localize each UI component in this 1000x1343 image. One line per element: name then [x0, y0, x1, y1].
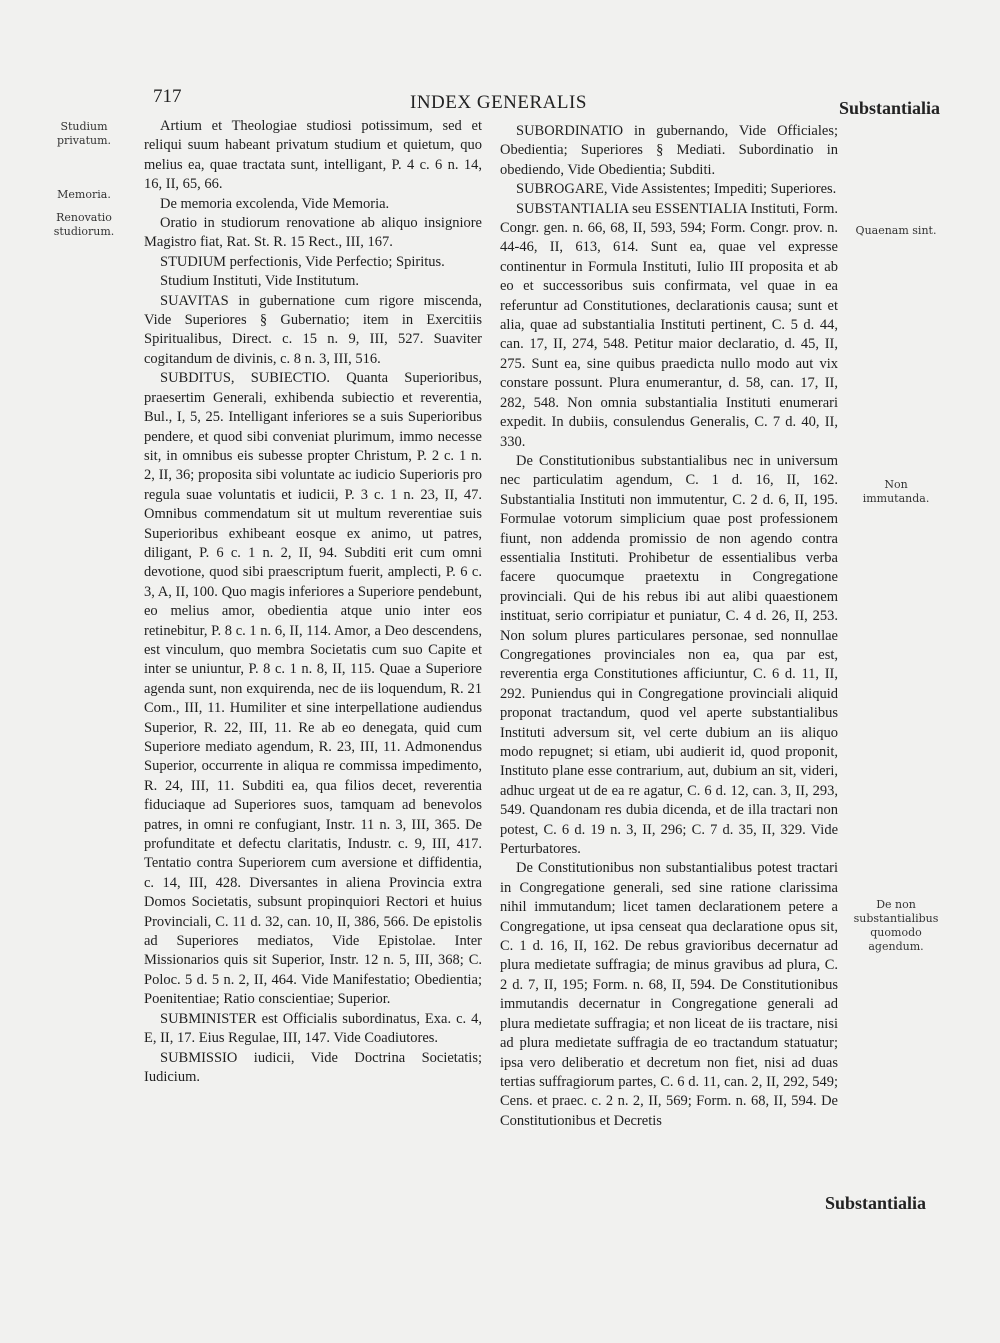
- margin-note-quaenam-sint: Quaenam sint.: [855, 224, 937, 237]
- right-column: [500, 122, 838, 1131]
- entry-paragraph: De Constitutionibus substantialibus nec in universum nec particulatim agendum, C. 1 d. 16, II, 162. Substantialia Instituti non immutentur, C. 2 d. 6, II, 195. Formulae votorum simplicium quae post professionem fiunt, non addenda promissio de non agendo contra essentialia Instituti. Prohibetur de essentialibus verba facere quocumque praetextu in Congregatione provinciali. Qui de his rebus ibi aut alibi quaestionem instituat, serio corripiatur et puniatur, C. 4 d. 26, II, 253. Non solum plures particulares personae, sed nonnullae Congregationes provinciales non ea, qua par est, reverentia erga Constitutiones afficiuntur, C. 6 d. 11, II, 292. Puniendus qui in Congregatione provinciali aliquid proponat tractandum, quod vel aperte substantialibus Instituti adversum sit, vel certe dubium an iis aliquo modo repugnet; si etiam, ubi audierit id, quod proponit, Instituto plane esse contrarium, aut, dubium an sit, videri, adhuc urgeat ut de ea re agatur, C. 6 d. 12, can. 3, II, 293, 549. Quandonam res dubia dicenda, et de illa tractari non potest, C. 6 d. 19 n. 3, II, 296; C. 7 d. 35, II, 329. Vide Perturbatores.: [500, 452, 838, 858]
- entry-paragraph: Artium et Theologiae studiosi potissimum, sed et reliqui suum habeant privatum studium et quietum, quo melius ea, quae tractata sunt, intelligant, P. 4 c. 6 n. 14, 16, II, 65, 66.: [144, 118, 482, 193]
- margin-note-studium-privatum: Studium privatum.: [56, 120, 112, 147]
- margin-note-memoria: Memoria.: [57, 188, 111, 201]
- running-title: INDEX GENERALIS: [410, 92, 587, 113]
- entry-paragraph: SUBDITUS, SUBIECTIO. Quanta Superioribus, praesertim Generali, exhibenda subiectio et reverentia, Bul., I, 5, 25. Intelligant inferiores se a suis Superioribus pendere, et quod sibi conveniat plurimum, immo necesse sit, in omnibus eis subesse propter Christum, P. 2 c. 1 n. 2, II, 36; proposita sibi voluntate ac iudicio Superioris pro regula suae voluntatis et iudicii, P. 3 c. 1 n. 23, II, 47. Omnibus commendatum sit ut multum reverentiae suis Superioribus exhibeant eosque ex animo, ut patres, diligant, P. 6 c. 1 n. 2, II, 94. Subditi erit cum omni devotione, quod sibi praescriptum fuerit, amplecti, P. 6 c. 3, A, II, 100. Quo magis inferiores a Superiore pendebunt, eo melius amor, obedientia atque unio inter eos retinebitur, P. 8 c. 1 n. 6, II, 114. Amor, a Deo descendens, est vinculum, quo membra Societatis cum suo Capite et inter se uniuntur, P. 8 c. 1 n. 8, II, 115. Quae a Superiore agenda sunt, non exquirenda, nec de iis loquendum, R. 21 Com., III, 11. Humiliter et sine interpellatione audiendus Superior, R. 22, III, 11. Re ab eo denegata, quid cum Superiore mediato agendum, R. 23, III, 11. Admonendus Superior, occurrente in aliqua re commissa impedimento, R. 24, III, 11. Subditi ea, qua filios decet, reverentia fiduciaque ad Superiores suos, tamquam ad benevolos patres, in omni re confugiant, Instr. 11 n. 3, III, 365. De profunditate et defectu claritatis, Industr. c. 9, III, 417. Tentatio contra Superiorem cum aversione et diffidentia, c. 14, III, 428. Diversantes in aliena Provincia extra Domos Societatis, subsunt propinquiori Rectori et huius Provinciali, C. 11 d. 32, can. 10, II, 386, 566. De epistolis ad Superiores mediatos, Vide Epistolae. Inter Missionarios quis sit Superior, Instr. 12 n. 5, III, 368; C. Poloc. 5 d. 5 n. 2, II, 464. Vide Manifestatio; Obedientia; Poenitentiae; Ratio conscientiae; Superior.: [144, 370, 482, 1008]
- entry-paragraph: SUBORDINATIO in gubernando, Vide Officiales; Obedientia; Superiores § Mediati. Subordinatio in obediendo, Vide Obedientia; Subditi.: [500, 123, 838, 178]
- entry-paragraph: SUAVITAS in gubernatione cum rigore miscenda, Vide Superiores § Gubernatio; item in Exercitiis Spiritualibus, Direct. c. 15 n. 9, III, 527. Suaviter cogitandum de divinis, c. 8 n. 3, III, 516.: [144, 292, 482, 367]
- entry-paragraph: SUBROGARE, Vide Assistentes; Impediti; Superiores.: [516, 181, 837, 198]
- margin-note-de-non-substantialibus: De non substantialibus quomodo agendum.: [853, 898, 939, 953]
- entry-paragraph: Studium Instituti, Vide Institutum.: [160, 273, 360, 290]
- entry-paragraph: SUBSTANTIALIA seu ESSENTIALIA Instituti, Form. Congr. gen. n. 66, 68, II, 593, 594; Form. Congr. prov. n. 44-46, II, 613, 614. Sunt ea, quae vel expresse continentur in Formula Instituti, Iulio III proposita et ab eo et successoribus suis confirmata, vel quae in ea referuntur ad Constitutiones, declarationis causa; sunt et alia, quae ad substantialia Instituti pertinent, C. 5 d. 44, can. 17, II, 274, 548. Petitur maior declaratio, d. 45, II, 275. Sunt ea, sine quibus praedicta nullo modo aut vix constare possunt. Plura enumerantur, d. 58, can. 17, II, 282, 548. Non omnia substantialia Instituti enumerari expedit. In dubiis, consulendus Generalis, C. 7 d. 40, II, 330.: [500, 200, 838, 450]
- margin-note-renovatio: Renovatio studiorum.: [53, 211, 115, 238]
- catchword-bottom: Substantialia: [824, 1193, 926, 1213]
- margin-note-non-immutanda: Non immutanda.: [862, 478, 930, 505]
- left-column: [144, 117, 482, 1087]
- page-number: 717: [153, 86, 182, 107]
- entry-paragraph: De memoria excolenda, Vide Memoria.: [160, 195, 390, 212]
- catchword-top: Substantialia: [838, 98, 940, 118]
- entry-paragraph: SUBMISSIO iudicii, Vide Doctrina Societatis; Iudicium.: [144, 1049, 482, 1085]
- entry-paragraph: Oratio in studiorum renovatione ab aliquo insigniore Magistro fiat, Rat. St. R. 15 Rect., III, 167.: [144, 215, 482, 251]
- entry-paragraph: STUDIUM perfectionis, Vide Perfectio; Spiritus.: [160, 253, 445, 270]
- entry-paragraph: SUBMINISTER est Officialis subordinatus, Exa. c. 4, E, II, 17. Eius Regulae, III, 147. Vide Coadiutores.: [144, 1010, 482, 1047]
- entry-paragraph: De Constitutionibus non substantialibus potest tractari in Congregatione generali, sed sine ratione clarissima nihil immutandum; licet tamen declarationem petere a Congregatione, ut ipsa censeat qua declaratione opus sit, C. 1 d. 16, II, 162. De rebus gravioribus decernatur ad plura medietate suffragia; de minus gravibus ad plura, C. 2 d. 7, II, 195; Form. n. 68, II, 594. De Constitutionibus immutandis decernatur in Congregatione generali ad plura medietate suffragia; et non liceat de iis tractare, nisi ad plura medietate suffragia de eo tractandum statuatur; ipsa vero deliberatio et decretum non fiet, nisi ad duas tertias suffragiorum partes, C. 6 d. 11, can. 2, II, 292, 549; Cens. et praec. c. 2 n. 2, II, 569; Form. n. 68, II, 594. De Constitutionibus et Decretis: [500, 860, 838, 1129]
